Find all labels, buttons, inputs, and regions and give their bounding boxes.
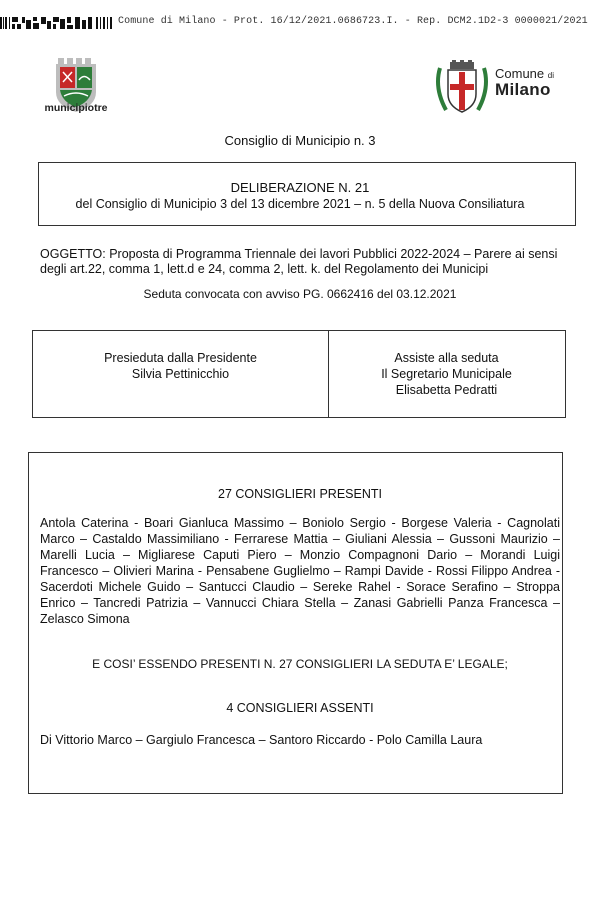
assist-label: Assiste alla seduta xyxy=(394,351,499,365)
municipio-tre-label: municipiotre xyxy=(44,102,108,114)
session-notice: Seduta convocata con avviso PG. 0662416 del 03.12.2021 xyxy=(143,287,457,301)
subject-text: OGGETTO: Proposta di Programma Triennale dei lavori Pubblici 2022-2024 – Parere ai sensi degli art.22, comma 1, lett.d e 24, comma 2, lett. k. del Regolamento dei Municipi xyxy=(40,247,558,276)
presided-label: Presieduta dalla Presidente xyxy=(104,351,257,365)
deliberation-subtitle: del Consiglio di Municipio 3 del 13 dicembre 2021 – n. 5 della Nuova Consiliatura xyxy=(75,197,525,211)
deliberation-title: DELIBERAZIONE N. 21 xyxy=(230,180,370,195)
comune-di-milano-label: Comune di Milano xyxy=(495,66,554,99)
legal-statement: E COSI’ ESSENDO PRESENTI N. 27 CONSIGLIERI LA SEDUTA E’ LEGALE; xyxy=(92,657,508,671)
present-title: 27 CONSIGLIERI PRESENTI xyxy=(218,487,382,501)
barcode-icon xyxy=(0,17,112,29)
present-list: Antola Caterina - Boari Gianluca Massimo – Boniolo Sergio - Borgese Valeria - Cagnolati Marco – Castaldo Massimiliano - Ferrarese Mattia – Giuliani Alessia – Gussoni Maurizio – Marelli Lucia – Migliarese Caputi Piero – Monzio Compagnoni Dario – Morandi Luigi Francesco – Olivieri Marina - Pensabene Guglielmo – Rampi Davide - Rossi Filippo Andrea - Sacerdoti Michele Guido – Santucci Claudio – Sereke Rahel - Sorace Serafino – Stroppa Enrico – Tancredi Patrizia – Vannucci Chiara Stella – Zanasi Gabrielli Panza Francesca – Zelasco Simona xyxy=(40,516,560,626)
assist-role: Il Segretario Municipale xyxy=(381,367,512,381)
presided-section xyxy=(33,350,328,382)
absent-list: Di Vittorio Marco – Gargiulo Francesca – Santoro Riccardo - Polo Camilla Laura xyxy=(40,733,483,747)
presided-name: Silvia Pettinicchio xyxy=(131,367,230,381)
assist-section xyxy=(329,350,564,398)
absent-title: 4 CONSIGLIERI ASSENTI xyxy=(226,701,374,715)
milano-coat-of-arms-icon xyxy=(432,60,492,116)
municipio-tre-logo xyxy=(40,46,112,126)
protocol-header: Comune di Milano - Prot. 16/12/2021.0686723.I. - Rep. DCM2.1D2-3 0000021/2021 xyxy=(118,16,588,27)
assist-name: Elisabetta Pedratti xyxy=(395,383,498,397)
council-title: Consiglio di Municipio n. 3 xyxy=(224,133,376,148)
